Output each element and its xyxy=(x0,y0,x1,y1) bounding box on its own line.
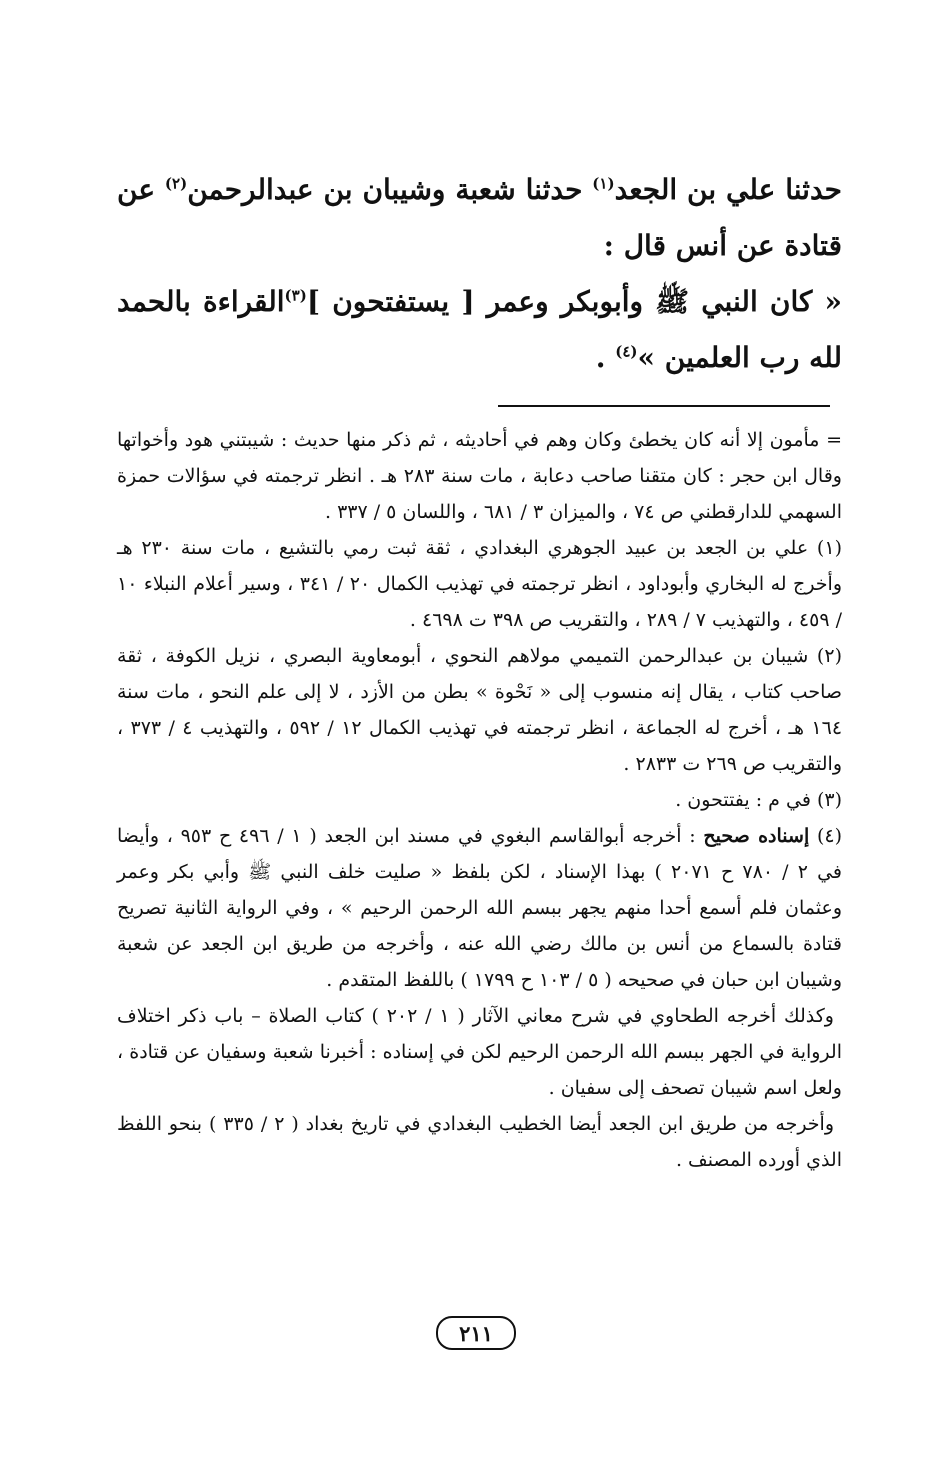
matn-text-middle: القراءة بالحمد لله رب العلمين » xyxy=(117,285,842,374)
page-number: ٢١١ xyxy=(436,1316,516,1350)
isnad-paragraph xyxy=(117,162,842,274)
hadith-text xyxy=(117,162,842,386)
footnote-ref-3[interactable]: (٣) xyxy=(284,286,307,305)
matn-text-start: « كان النبي ﷺ وأبوبكر وعمر [ يستفتحون ] xyxy=(306,285,842,318)
footnote-ref-1[interactable]: (١) xyxy=(592,174,615,193)
footnote-ref-2[interactable]: (٢) xyxy=(164,174,188,193)
footnote-3: (٣) في م : يفتتحون . xyxy=(675,789,842,811)
footnote-ref-4[interactable]: (٤) xyxy=(615,342,638,361)
footnote-4-grading: إسناده صحيح xyxy=(703,825,810,847)
footnote-4-text: : أخرجه أبوالقاسم البغوي في مسند ابن الجعد ( ١ / ٤٩٦ ح ٩٥٣ ، وأيضا في ٢ / ٧٨٠ ح ٢٠٧١ ) بهذا الإسناد ، لكن بلفظ « صليت خلف النبي ﷺ وأبي بكر وعمر وعثمان فلم أسمع أحدا منهم يجهر ببسم الله الرحمن الرحيم » ، وفي الرواية الثانية تصريح قتادة بالسماع من أنس بن مالك رضي الله عنه ، وأخرجه من طريق ابن الجعد عن شعبة وشيبان ابن حبان في صحيحه ( ٥ / ١٠٣ ح ١٧٩٩ ) باللفظ المتقدم . xyxy=(117,825,843,991)
footnote-4-paragraph-2: وكذلك أخرجه الطحاوي في شرح معاني الآثار ( ١ / ٢٠٢ ) كتاب الصلاة – باب ذكر اختلاف الرواية في الجهر ببسم الله الرحمن الرحيم لكن في إسناده : أخبرنا شعبة وسفيان عن قتادة ، ولعل اسم شيبان تصحف إلى سفيان . xyxy=(117,1005,842,1099)
footnote-4-number: (٤) xyxy=(809,825,842,847)
isnad-text-end: عن قتادة عن أنس قال : xyxy=(117,173,842,262)
footnote-1: (١) علي بن الجعد بن عبيد الجوهري البغدادي ، ثقة ثبت رمي بالتشيع ، مات سنة ٢٣٠ هـ وأخرج له البخاري وأبوداود ، انظر ترجمته في تهذيب الكمال ٢٠ / ٣٤١ ، وسير أعلام النبلاء ١٠ / ٤٥٩ ، والتهذيب ٧ / ٢٨٩ ، والتقريب ص ٣٩٨ ت ٤٦٩٨ . xyxy=(117,537,842,631)
footnote-separator xyxy=(498,405,830,407)
matn-text-end: . xyxy=(595,341,616,374)
matn-paragraph xyxy=(117,274,842,386)
isnad-text-middle: حدثنا شعبة وشيبان بن عبدالرحمن xyxy=(187,173,593,206)
footnote-4-paragraph-3: وأخرجه من طريق ابن الجعد أيضا الخطيب البغدادي في تاريخ بغداد ( ٢ / ٣٣٥ ) بنحو اللفظ الذي أورده المصنف . xyxy=(117,1113,842,1171)
footnote-2: (٢) شيبان بن عبدالرحمن التميمي مولاهم النحوي ، أبومعاوية البصري ، نزيل الكوفة ، ثقة صاحب كتاب ، يقال إنه منسوب إلى « نَحْوة » بطن من الأزد ، لا إلى علم النحو ، مات سنة ١٦٤ هـ ، أخرج له الجماعة ، انظر ترجمته في تهذيب الكمال ١٢ / ٥٩٢ ، والتهذيب ٤ / ٣٧٣ ، والتقريب ص ٢٦٩ ت ٢٨٣٣ . xyxy=(117,645,843,775)
footnote-continuation: = مأمون إلا أنه كان يخطئ وكان وهم في أحاديثه ، ثم ذكر منها حديث : شيبتني هود وأخواتها وقال ابن حجر : كان متقنا صاحب دعابة ، مات سنة ٢٨٣ هـ . انظر ترجمته في سؤالات حمزة السهمي للدارقطني ص ٧٤ ، والميزان ٣ / ٦٨١ ، واللسان ٥ / ٣٣٧ . xyxy=(117,429,842,523)
footnotes xyxy=(117,422,842,1178)
isnad-text-start: حدثنا علي بن الجعد xyxy=(614,173,842,206)
footnote-4 xyxy=(117,818,842,998)
